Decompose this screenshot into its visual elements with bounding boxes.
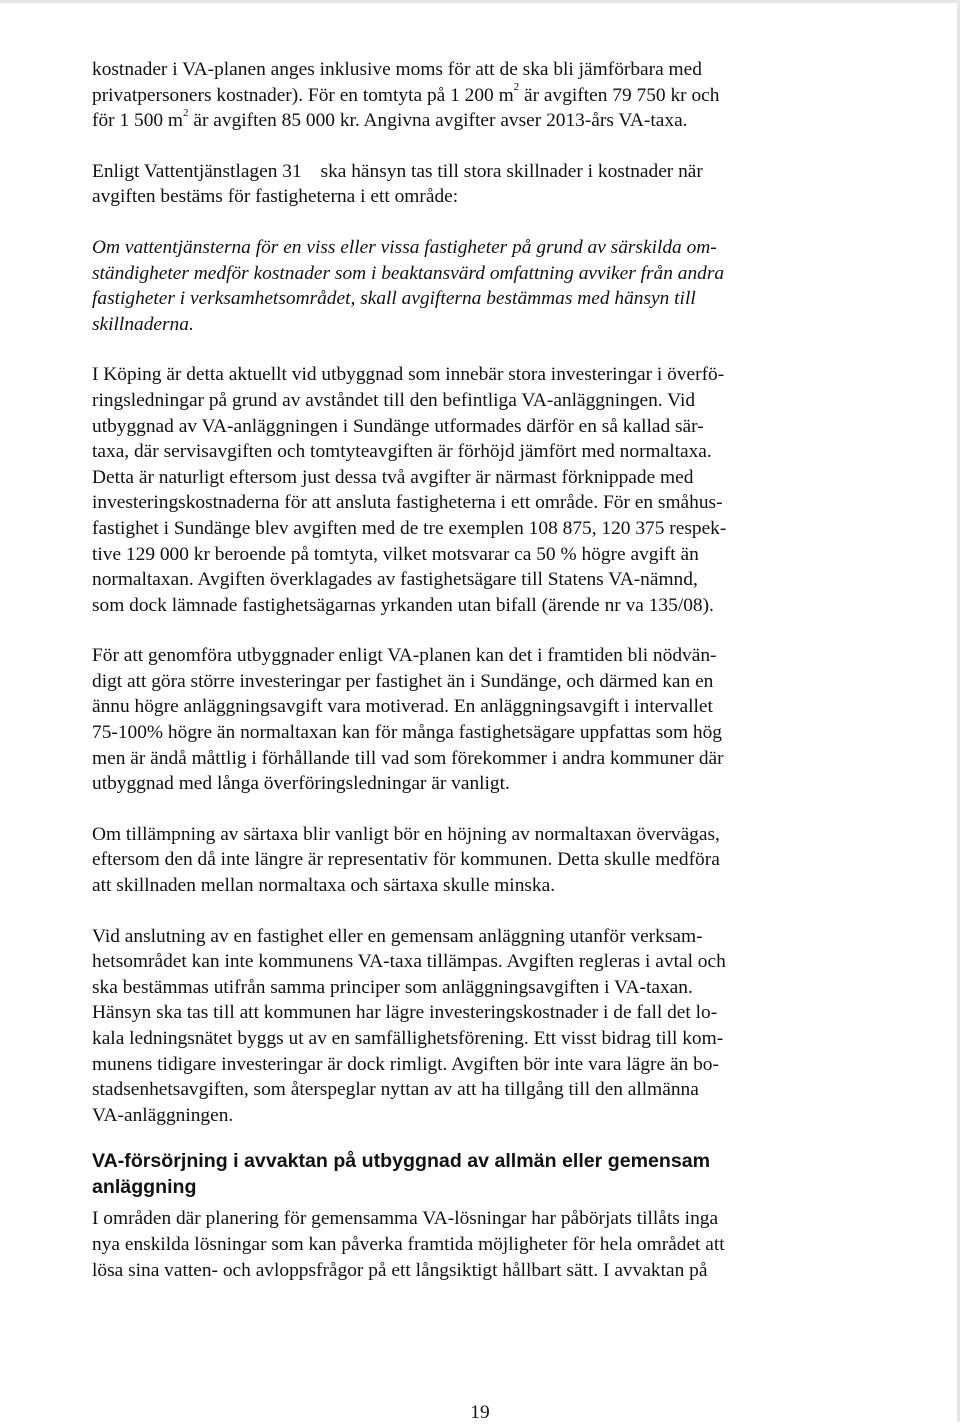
paragraph-gap bbox=[92, 1128, 832, 1148]
heading-line: anläggning bbox=[92, 1176, 197, 1199]
text-line: munens tidigare investeringar är dock rimligt. Avgiften bör inte vara lägre än bo- bbox=[92, 1053, 719, 1075]
paragraph-gap bbox=[92, 797, 832, 822]
text-line: Detta är naturligt eftersom just dessa två avgifter är närmast förknippade med bbox=[92, 466, 694, 488]
text-line: att skillnaden mellan normaltaxa och särtaxa skulle minska. bbox=[92, 875, 556, 897]
text-line: VA-anläggningen. bbox=[92, 1104, 234, 1126]
text-line bbox=[92, 83, 832, 109]
text-line: ska bestämmas utifrån samma principer som anläggningsavgiften i VA-taxan. bbox=[92, 976, 693, 998]
text-line: lösa sina vatten- och avloppsfrågor på ett långsiktigt hållbart sätt. I avvaktan på bbox=[92, 1259, 708, 1281]
text-line: hetsområdet kan inte kommunens VA-taxa tillämpas. Avgiften regleras i avtal och bbox=[92, 951, 726, 973]
paragraph-special-tariff bbox=[92, 822, 832, 899]
text-line: tive 129 000 kr beroende på tomtyta, vilket motsvarar ca 50 % högre avgift än bbox=[92, 543, 699, 565]
text-line: avgiften bestäms för fastigheterna i ett område: bbox=[92, 186, 459, 208]
text-line bbox=[92, 159, 832, 185]
quote-line: Om vattentjänsterna för en viss eller vissa fastigheter på grund av särskilda om- bbox=[92, 236, 717, 258]
paragraph-future-investments bbox=[92, 643, 832, 797]
text-line: stadsenhetsavgiften, som återspeglar nyttan av att ha tillgång till den allmänna bbox=[92, 1079, 699, 1101]
text-fragment: för 1 500 m bbox=[92, 110, 184, 132]
text-line: normaltaxan. Avgiften överklagades av fastighetsägare till Statens VA-nämnd, bbox=[92, 569, 698, 591]
text-line: men är ändå måttlig i förhållande till vad som förekommer i andra kommuner där bbox=[92, 747, 724, 769]
text-line: 75-100% högre än normaltaxan kan för många fastighetsägare uppfattas som hög bbox=[92, 722, 722, 744]
paragraph-gap bbox=[92, 899, 832, 924]
text-line: taxa, där servisavgiften och tomtyteavgiften är förhöjd jämfört med normaltaxa. bbox=[92, 441, 712, 463]
text-line: För att genomföra utbyggnader enligt VA-planen kan det i framtiden bli nödvän- bbox=[92, 645, 717, 667]
section-heading bbox=[92, 1148, 832, 1200]
text-line: investeringskostnaderna för att ansluta fastigheterna i ett område. För en småhus- bbox=[92, 492, 723, 514]
text-fragment: Enligt Vattentjänstlagen 31 bbox=[92, 160, 302, 182]
text-line bbox=[92, 108, 832, 134]
text-line: nya enskilda lösningar som kan påverka framtida möjligheter för hela området att bbox=[92, 1233, 725, 1255]
superscript: 2 bbox=[183, 106, 189, 119]
paragraph-connection-outside bbox=[92, 924, 832, 1129]
law-quote bbox=[92, 235, 832, 337]
text-line: som dock lämnade fastighetsägarnas yrkanden utan bifall (ärende nr va 135/08). bbox=[92, 594, 714, 616]
text-fragment: privatpersoners kostnader). För en tomtyta på 1 200 m bbox=[92, 84, 514, 106]
text-line: utbyggnad av VA-anläggningen i Sundänge utformades därför en så kallad sär- bbox=[92, 415, 704, 437]
quote-line: fastigheter i verksamhetsområdet, skall avgifterna bestämmas med hänsyn till bbox=[92, 288, 696, 310]
text-line: eftersom den då inte längre är representativ för kommunen. Detta skulle medföra bbox=[92, 849, 720, 871]
paragraph-gap bbox=[92, 134, 832, 159]
text-line: Hänsyn ska tas till att kommunen har lägre investeringskostnader i de fall det lo- bbox=[92, 1002, 718, 1024]
text-line: Vid anslutning av en fastighet eller en gemensam anläggning utanför verksam- bbox=[92, 925, 703, 947]
page-number: 19 bbox=[470, 1402, 490, 1423]
text-line: fastighet i Sundänge blev avgiften med de tre exemplen 108 875, 120 375 respek- bbox=[92, 517, 727, 539]
text-line: kala ledningsnätet byggs ut av en samfällighetsförening. Ett visst bidrag till kom- bbox=[92, 1028, 724, 1049]
text-line: digt att göra större investeringar per fastighet än i Sundänge, och därmed kan en bbox=[92, 670, 714, 692]
text-fragment: är avgiften 79 750 kr och bbox=[519, 84, 720, 106]
text-line: utbyggnad med långa överföringsledningar är vanligt. bbox=[92, 773, 510, 795]
text-line: I områden där planering för gemensamma VA-lösningar har påbörjats tillåts inga bbox=[92, 1208, 719, 1230]
quote-line: ständigheter medför kostnader som i beaktansvärd omfattning avviker från andra bbox=[92, 262, 725, 284]
paragraph-awaiting-expansion bbox=[92, 1206, 832, 1283]
quote-line: skillnaderna. bbox=[92, 313, 194, 335]
paragraph-koping bbox=[92, 362, 832, 618]
heading-line: VA-försörjning i avvaktan på utbyggnad av allmän eller gemensam bbox=[92, 1150, 711, 1173]
page-top-border bbox=[0, 0, 960, 3]
paragraph-gap bbox=[92, 337, 832, 362]
text-line: ringsledningar på grund av avståndet till den befintliga VA-anläggningen. Vid bbox=[92, 389, 696, 411]
superscript: 2 bbox=[513, 81, 520, 94]
text-fragment: ska hänsyn tas till stora skillnader i kostnader när bbox=[315, 160, 703, 182]
paragraph-law-intro bbox=[92, 159, 832, 210]
text-line: ännu högre anläggningsavgift vara motiverad. En anläggningsavgift i intervallet bbox=[92, 696, 713, 718]
text-fragment: är avgiften 85 000 kr. Angivna avgifter avser 2013-års VA-taxa. bbox=[188, 110, 688, 132]
paragraph-gap bbox=[92, 618, 832, 643]
paragraph-cost-note bbox=[92, 57, 832, 134]
text-line: kostnader i VA-planen anges inklusive moms för att de ska bli jämförbara med bbox=[92, 59, 702, 80]
text-line: Om tillämpning av särtaxa blir vanligt bör en höjning av normaltaxan övervägas, bbox=[92, 823, 720, 845]
paragraph-gap bbox=[92, 210, 832, 235]
text-line: I Köping är detta aktuellt vid utbyggnad som innebär stora investeringar i överfö- bbox=[92, 364, 725, 386]
page-content bbox=[92, 57, 832, 1283]
